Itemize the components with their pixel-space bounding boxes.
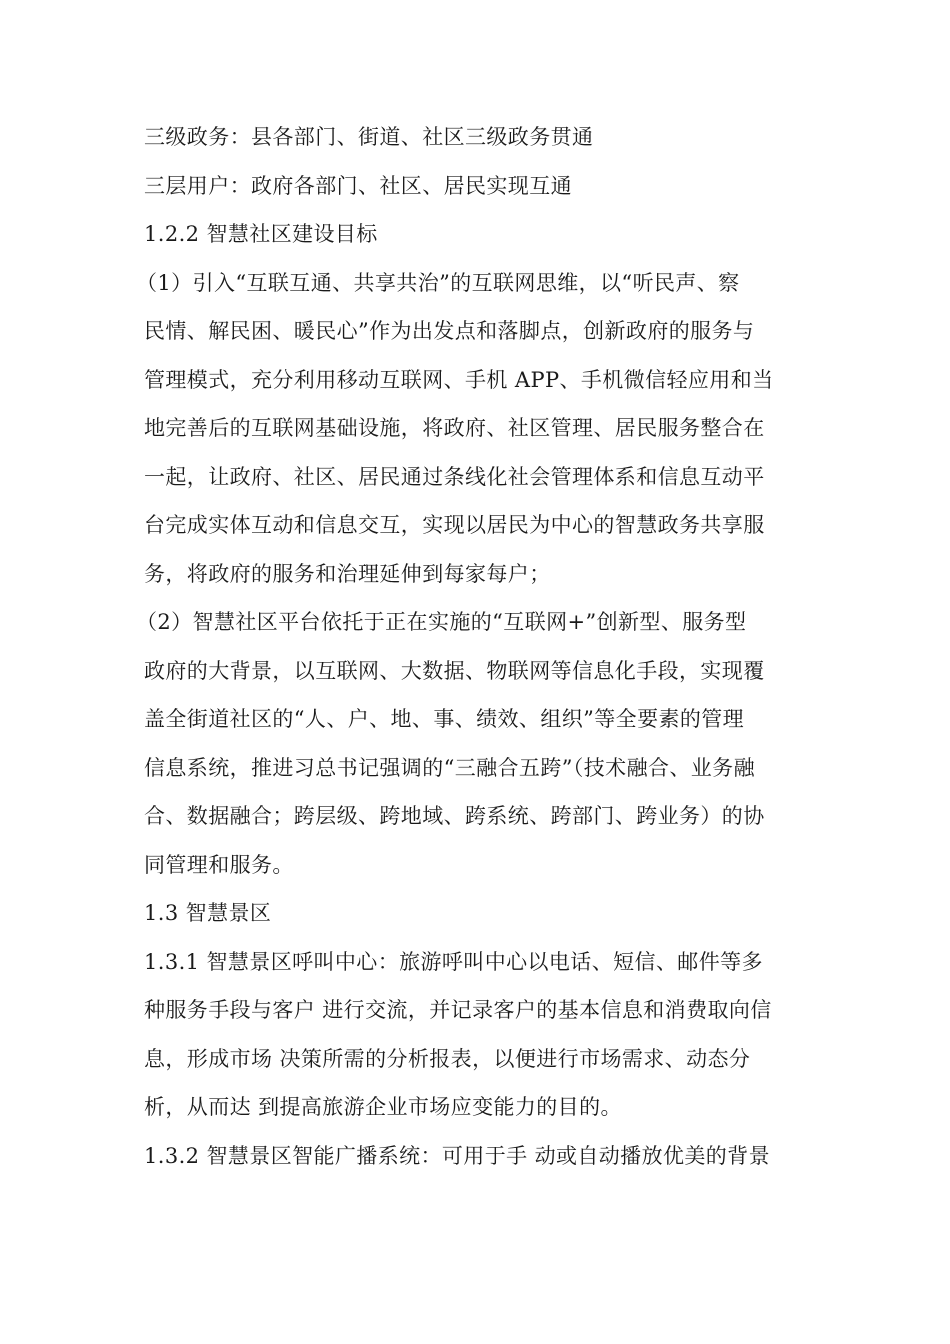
text-line: 民情、解民困、暖民心”作为出发点和落脚点，创新政府的服务与	[144, 319, 755, 343]
text-line: （2）智慧社区平台依托于正在实施的“互联网+”创新型、服务型	[136, 610, 747, 634]
text-line: 同管理和服务。	[144, 852, 294, 877]
text-line: 盖全街道社区的“人、户、地、事、绩效、组织”等全要素的管理	[144, 707, 745, 731]
text-line: 种服务手段与客户 进行交流，并记录客户的基本信息和消费取向信	[144, 998, 772, 1022]
document-body	[136, 113, 814, 1180]
text-line: 三层用户：政府各部门、社区、居民实现互通	[144, 173, 572, 198]
text-line: 合、数据融合；跨层级、跨地域、跨系统、跨部门、跨业务）的协	[144, 804, 765, 828]
text-line: 管理模式，充分利用移动互联网、手机 APP、手机微信轻应用和当	[144, 367, 774, 392]
text-line: 信息系统，推进习总书记强调的“三融合五跨”（技术融合、业务融	[144, 755, 755, 780]
section-heading: 1.2.2 智慧社区建设目标	[144, 222, 378, 246]
text-line: 地完善后的互联网基础设施，将政府、社区管理、居民服务整合在	[144, 416, 765, 440]
text-line: 台完成实体互动和信息交互，实现以居民为中心的智慧政务共享服	[144, 513, 765, 537]
text-line: 务，将政府的服务和治理延伸到每家每户；	[144, 561, 551, 586]
text-line: 1.3.1 智慧景区呼叫中心：旅游呼叫中心以电话、短信、邮件等多	[144, 949, 763, 974]
text-line: 息，形成市场 决策所需的分析报表，以便进行市场需求、动态分	[144, 1046, 751, 1071]
text-line: 三级政务：县各部门、街道、社区三级政务贯通	[144, 125, 594, 149]
text-line: 析，从而达 到提高旅游企业市场应变能力的目的。	[144, 1095, 622, 1119]
text-line: 一起，让政府、社区、居民通过条线化社会管理体系和信息互动平	[144, 464, 765, 489]
text-line: 政府的大背景，以互联网、大数据、物联网等信息化手段，实现覆	[144, 658, 765, 683]
text-line: （1）引入“互联互通、共享共治”的互联网思维，以“听民声、察	[136, 270, 740, 295]
section-heading: 1.3 智慧景区	[144, 901, 272, 925]
text-line: 1.3.2 智慧景区智能广播系统：可用于手 动或自动播放优美的背景	[144, 1143, 770, 1168]
